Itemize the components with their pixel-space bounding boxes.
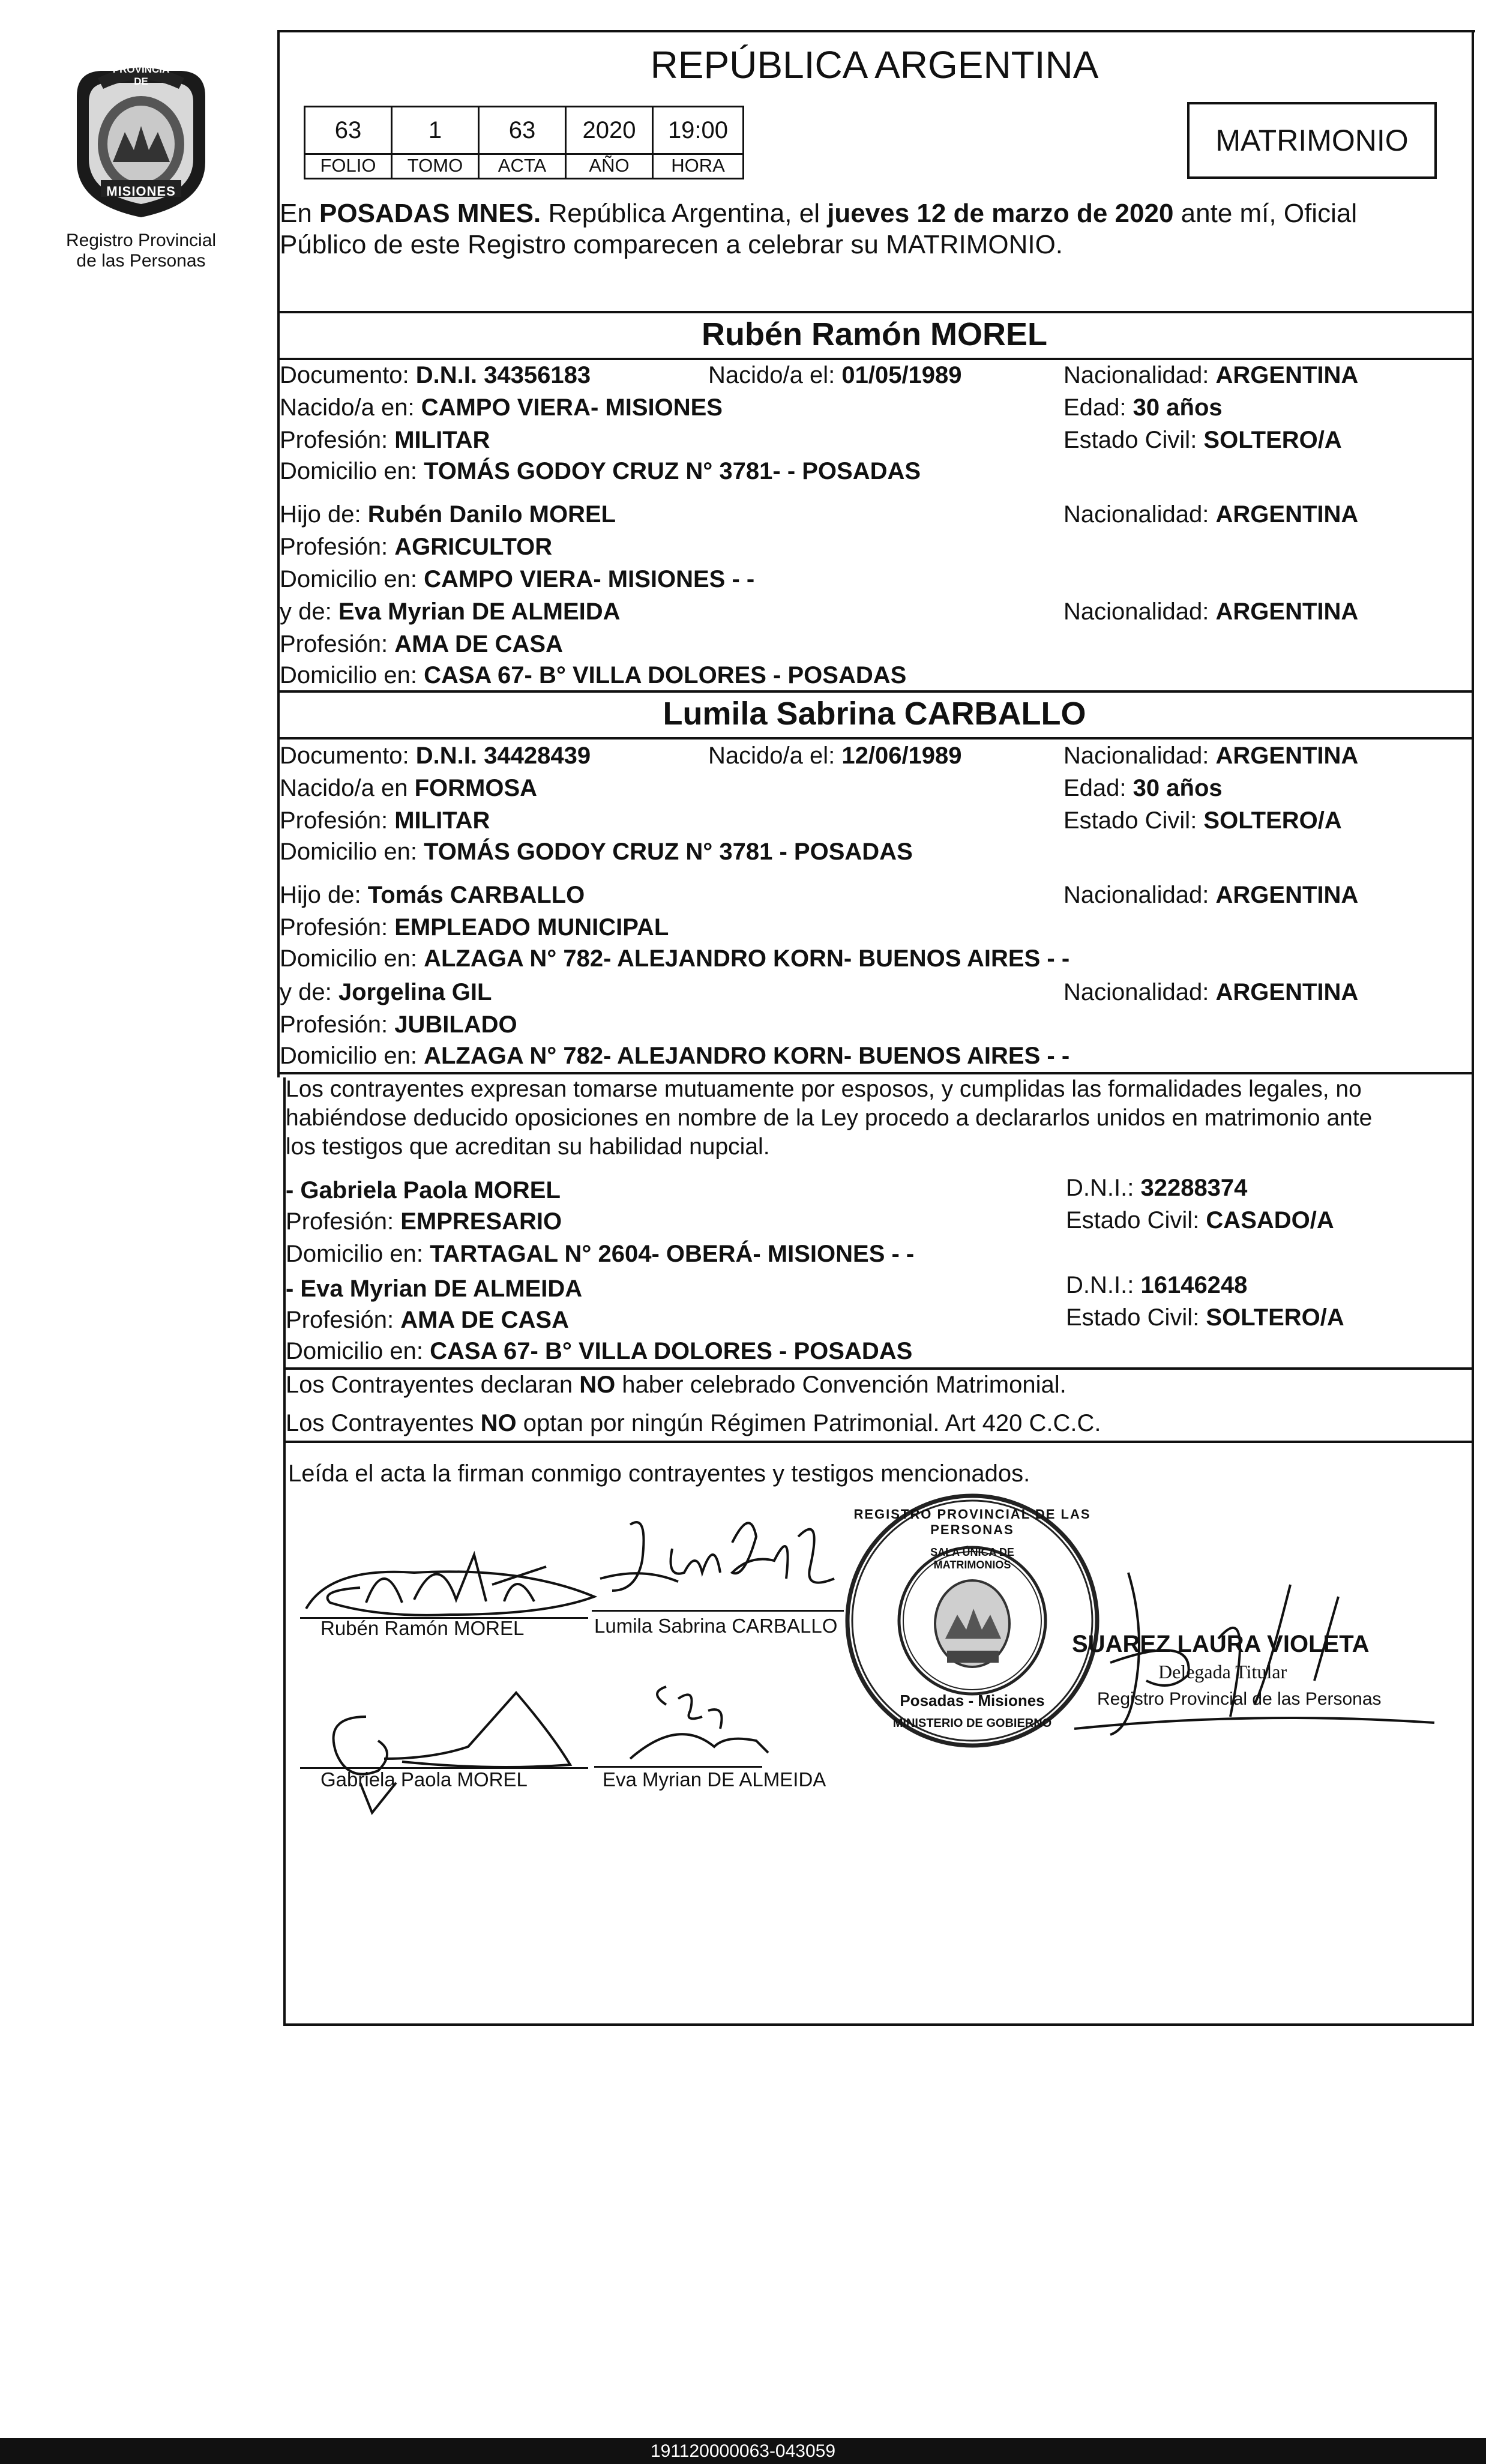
divider-regime (283, 1367, 1473, 1370)
spouse2-father-nationality: Nacionalidad: ARGENTINA (1063, 882, 1359, 908)
spouse2-mother-nationality: Nacionalidad: ARGENTINA (1063, 979, 1359, 1005)
spouse2-birthdate: Nacido/a el: 12/06/1989 (708, 743, 962, 769)
folio-value: 63 (304, 106, 393, 155)
spouse1-father-address: Domicilio en: CAMPO VIERA- MISIONES - - (280, 566, 755, 592)
hora-label: HORA (652, 153, 744, 179)
spouse2-address: Domicilio en: TOMÁS GODOY CRUZ N° 3781 - POSADAS (280, 839, 913, 865)
spouse2-profession: Profesión: MILITAR (280, 807, 490, 834)
spouse2-mother: y de: Jorgelina GIL (280, 979, 492, 1005)
divider-closing (283, 1441, 1473, 1443)
divider-spouse1 (277, 358, 1473, 360)
document-code: 191120000063-043059 (650, 2441, 836, 2461)
signature-spouse1 (294, 1531, 606, 1627)
spouse1-name: Rubén Ramón MOREL (702, 316, 1047, 352)
country-title: REPÚBLICA ARGENTINA (650, 43, 1099, 86)
spouse2-birthplace: Nacido/a en FORMOSA (280, 775, 538, 801)
witness1-name: - Gabriela Paola MOREL (286, 1177, 561, 1203)
intro-line-2: Público de este Registro comparecen a celebrar su MATRIMONIO. (280, 230, 1063, 259)
intro-line-1 (280, 198, 1357, 229)
spouse2-mother-profession: Profesión: JUBILADO (280, 1011, 517, 1038)
spouse1-age: Edad: 30 años (1063, 394, 1223, 421)
witness1-civil-status: Estado Civil: CASADO/A (1066, 1207, 1334, 1234)
folio-label: FOLIO (304, 153, 393, 179)
signature-witness2 (606, 1675, 786, 1771)
record-type: MATRIMONIO (1215, 124, 1409, 157)
intro-text-b: República Argentina, el (541, 199, 828, 228)
frame-top (277, 30, 1475, 32)
spouse2-document: Documento: D.N.I. 34428439 (280, 743, 591, 769)
spouse1-father: Hijo de: Rubén Danilo MOREL (280, 501, 616, 528)
signature-witness1 (312, 1681, 588, 1825)
acta-label: ACTA (478, 153, 567, 179)
seal-outer-text: REGISTRO PROVINCIAL DE LAS PERSONAS (853, 1507, 1091, 1537)
spouse1-civil-status: Estado Civil: SOLTERO/A (1063, 427, 1342, 453)
spouse1-father-nationality: Nacionalidad: ARGENTINA (1063, 501, 1359, 528)
witness2-civil-status: Estado Civil: SOLTERO/A (1066, 1304, 1344, 1331)
regime-patrimonial: Los Contrayentes NO optan por ningún Régimen Patrimonial. Art 420 C.C.C. (286, 1410, 1101, 1436)
spouse2-age: Edad: 30 años (1063, 775, 1223, 801)
official-name: SUAREZ LAURA VIOLETA (1072, 1631, 1370, 1657)
frame-bottom (283, 2023, 1474, 2026)
official-role: Delegada Titular (1158, 1661, 1287, 1682)
spouse2-civil-status: Estado Civil: SOLTERO/A (1063, 807, 1342, 834)
registry-seal (840, 1489, 1104, 1753)
signature-label-spouse2: Lumila Sabrina CARBALLO (594, 1615, 838, 1637)
frame-right (1472, 30, 1474, 2026)
witness1-address: Domicilio en: TARTAGAL N° 2604- OBERÁ- MISIONES - - (286, 1241, 915, 1267)
intro-date: jueves 12 de marzo de 2020 (827, 199, 1174, 228)
acta-value: 63 (478, 106, 567, 155)
witness2-profession: Profesión: AMA DE CASA (286, 1307, 569, 1333)
spouse2-name: Lumila Sabrina CARBALLO (663, 696, 1086, 732)
divider-declaration (277, 1072, 1473, 1074)
spouse1-birthdate: Nacido/a el: 01/05/1989 (708, 362, 962, 388)
seal-ministry-text: MINISTERIO DE GOBIERNO (892, 1717, 1052, 1730)
hora-value: 19:00 (652, 106, 744, 155)
witness1-profession: Profesión: EMPRESARIO (286, 1208, 562, 1235)
witness2-address: Domicilio en: CASA 67- B° VILLA DOLORES - POSADAS (286, 1338, 913, 1364)
footer-bar (0, 2438, 1486, 2464)
divider-spouse2-top (277, 690, 1473, 693)
divider-spouse2 (277, 737, 1473, 740)
spouse1-mother: y de: Eva Myrian DE ALMEIDA (280, 598, 621, 625)
witness2-name: - Eva Myrian DE ALMEIDA (286, 1276, 583, 1302)
spouse1-mother-nationality: Nacionalidad: ARGENTINA (1063, 598, 1359, 625)
emblem-top-text: PROVINCIA DE (112, 64, 170, 87)
signature-label-witness2: Eva Myrian DE ALMEIDA (603, 1768, 826, 1791)
intro-text-c: ante mí, Oficial (1173, 199, 1358, 228)
spouse1-nationality: Nacionalidad: ARGENTINA (1063, 362, 1359, 388)
divider-intro (277, 311, 1473, 313)
closing-text: Leída el acta la firman conmigo contrayentes y testigos mencionados. (288, 1460, 1030, 1487)
witness2-dni: D.N.I.: 16146248 (1066, 1272, 1248, 1298)
registry-line-2: de las Personas (76, 251, 206, 271)
declaration-line-3: los testigos que acreditan su habilidad nupcial. (286, 1134, 770, 1160)
spouse2-father-address: Domicilio en: ALZAGA N° 782- ALEJANDRO KORN- BUENOS AIRES - - (280, 945, 1070, 972)
spouse1-profession: Profesión: MILITAR (280, 427, 490, 453)
registry-line-1: Registro Provincial (65, 230, 217, 250)
signature-label-witness1: Gabriela Paola MOREL (320, 1768, 528, 1791)
declaration-line-1: Los contrayentes expresan tomarse mutuamente por esposos, y cumplidas las formalidades legales, no (286, 1076, 1362, 1102)
spouse1-birthplace: Nacido/a en: CAMPO VIERA- MISIONES (280, 394, 723, 421)
intro-text-a: En (280, 199, 320, 228)
spouse1-document: Documento: D.N.I. 34356183 (280, 362, 591, 388)
intro-place: POSADAS MNES. (319, 199, 541, 228)
declaration-line-2: habiéndose deducido oposiciones en nombre de la Ley procedo a declararlos unidos en matrimonio ante (286, 1105, 1373, 1131)
spouse2-nationality: Nacionalidad: ARGENTINA (1063, 743, 1359, 769)
signature-label-spouse1: Rubén Ramón MOREL (320, 1617, 525, 1639)
spouse1-mother-address: Domicilio en: CASA 67- B° VILLA DOLORES - POSADAS (280, 662, 907, 688)
spouse2-father: Hijo de: Tomás CARBALLO (280, 882, 585, 908)
spouse2-father-profession: Profesión: EMPLEADO MUNICIPAL (280, 914, 669, 941)
record-type-box (1187, 102, 1437, 179)
witness1-dni: D.N.I.: 32288374 (1066, 1175, 1248, 1201)
emblem-bottom-text: MISIONES (106, 184, 176, 199)
ano-label: AÑO (565, 153, 654, 179)
tomo-label: TOMO (391, 153, 480, 179)
official-registry: Registro Provincial de las Personas (1097, 1689, 1382, 1709)
signature-line-spouse2 (592, 1610, 844, 1612)
regime-convention: Los Contrayentes declaran NO haber celebrado Convención Matrimonial. (286, 1372, 1066, 1398)
province-emblem (65, 60, 217, 222)
spouse1-father-profession: Profesión: AGRICULTOR (280, 534, 553, 560)
ano-value: 2020 (565, 106, 654, 155)
registry-name (36, 230, 246, 271)
spouse1-address: Domicilio en: TOMÁS GODOY CRUZ N° 3781- - POSADAS (280, 458, 921, 484)
tomo-value: 1 (391, 106, 480, 155)
seal-inner-text: SALA ÚNICA DE MATRIMONIOS (930, 1546, 1014, 1571)
seal-bottom-text: Posadas - Misiones (900, 1691, 1045, 1709)
signature-spouse2 (594, 1501, 858, 1609)
spouse1-mother-profession: Profesión: AMA DE CASA (280, 631, 563, 657)
signature-line-witness2 (594, 1766, 762, 1768)
spouse2-mother-address: Domicilio en: ALZAGA N° 782- ALEJANDRO KORN- BUENOS AIRES - - (280, 1043, 1070, 1069)
